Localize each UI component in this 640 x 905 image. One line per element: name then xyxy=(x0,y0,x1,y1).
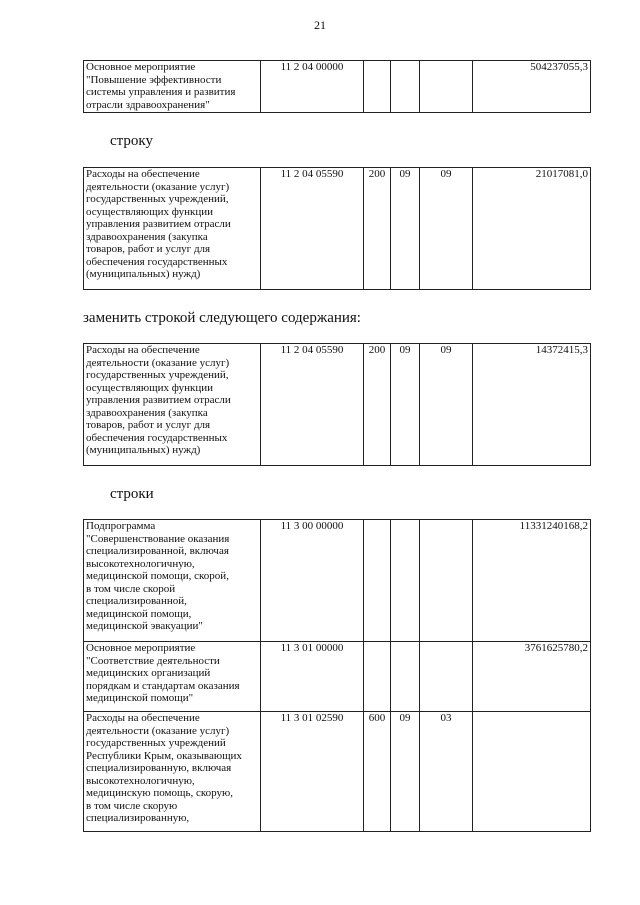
page-number: 21 xyxy=(314,18,326,32)
cell-sum: 21017081,0 xyxy=(473,168,591,290)
cell-code: 11 2 04 05590 xyxy=(261,168,364,290)
cell-vr: 200 xyxy=(364,168,391,290)
cell-sum: 11331240168,2 xyxy=(473,520,591,642)
table-row xyxy=(84,520,591,642)
table-row xyxy=(84,642,591,712)
cell-vr xyxy=(364,642,391,712)
table-row xyxy=(84,344,591,466)
cell-name: Подпрограмма "Совершенствование оказания специализированной, включая высокотехнологичную, медицинской помощи, скорой, в том числе скорой специализированной, медицинской помощи, медицинской эвакуации" xyxy=(84,520,261,642)
cell-sum: 14372415,3 xyxy=(473,344,591,466)
budget-table-new-row xyxy=(83,343,591,466)
label-replace-with: заменить строкой следующего содержания: xyxy=(83,310,361,326)
cell-sum: 504237055,3 xyxy=(473,61,591,113)
cell-code: 11 2 04 00000 xyxy=(261,61,364,113)
cell-rz xyxy=(391,61,420,113)
budget-table-replaced-row xyxy=(83,167,591,290)
cell-name: Расходы на обеспечение деятельности (оказание услуг) государственных учреждений Республики Крым, оказывающих специализированную, включая высокотехнологичную, медицинскую помощь, скорую, в том числе скорую специализированную, xyxy=(84,712,261,832)
cell-pr: 09 xyxy=(420,168,473,290)
cell-name: Основное мероприятие "Повышение эффективности системы управления и развития отрасли здравоохранения" xyxy=(84,61,261,113)
table-row xyxy=(84,61,591,113)
cell-name: Расходы на обеспечение деятельности (оказание услуг) государственных учреждений, осуществляющих функции управления развитием отрасли здравоохранения (закупка товаров, работ и услуг для обеспечения государственных (муниципальных) нужд) xyxy=(84,168,261,290)
cell-pr: 03 xyxy=(420,712,473,832)
cell-rz: 09 xyxy=(391,712,420,832)
cell-code: 11 2 04 05590 xyxy=(261,344,364,466)
cell-name: Основное мероприятие "Соответствие деятельности медицинских организаций порядкам и стандартам оказания медицинской помощи" xyxy=(84,642,261,712)
cell-rz xyxy=(391,520,420,642)
cell-vr: 200 xyxy=(364,344,391,466)
cell-rz xyxy=(391,642,420,712)
cell-rz: 09 xyxy=(391,168,420,290)
cell-vr xyxy=(364,520,391,642)
cell-pr xyxy=(420,520,473,642)
label-rows-plural: строки xyxy=(110,486,154,502)
cell-pr xyxy=(420,61,473,113)
cell-pr: 09 xyxy=(420,344,473,466)
cell-name: Расходы на обеспечение деятельности (оказание услуг) государственных учреждений, осуществляющих функции управления развитием отрасли здравоохранения (закупка товаров, работ и услуг для обеспечения государственных (муниципальных) нужд) xyxy=(84,344,261,466)
cell-vr: 600 xyxy=(364,712,391,832)
cell-code: 11 3 00 00000 xyxy=(261,520,364,642)
cell-sum: 3761625780,2 xyxy=(473,642,591,712)
cell-sum xyxy=(473,712,591,832)
cell-code: 11 3 01 00000 xyxy=(261,642,364,712)
label-row-single: строку xyxy=(110,133,153,149)
cell-vr xyxy=(364,61,391,113)
table-row xyxy=(84,712,591,832)
cell-code: 11 3 01 02590 xyxy=(261,712,364,832)
cell-pr xyxy=(420,642,473,712)
budget-table-original-row xyxy=(83,60,591,113)
cell-rz: 09 xyxy=(391,344,420,466)
budget-table-rows xyxy=(83,519,591,832)
table-row xyxy=(84,168,591,290)
